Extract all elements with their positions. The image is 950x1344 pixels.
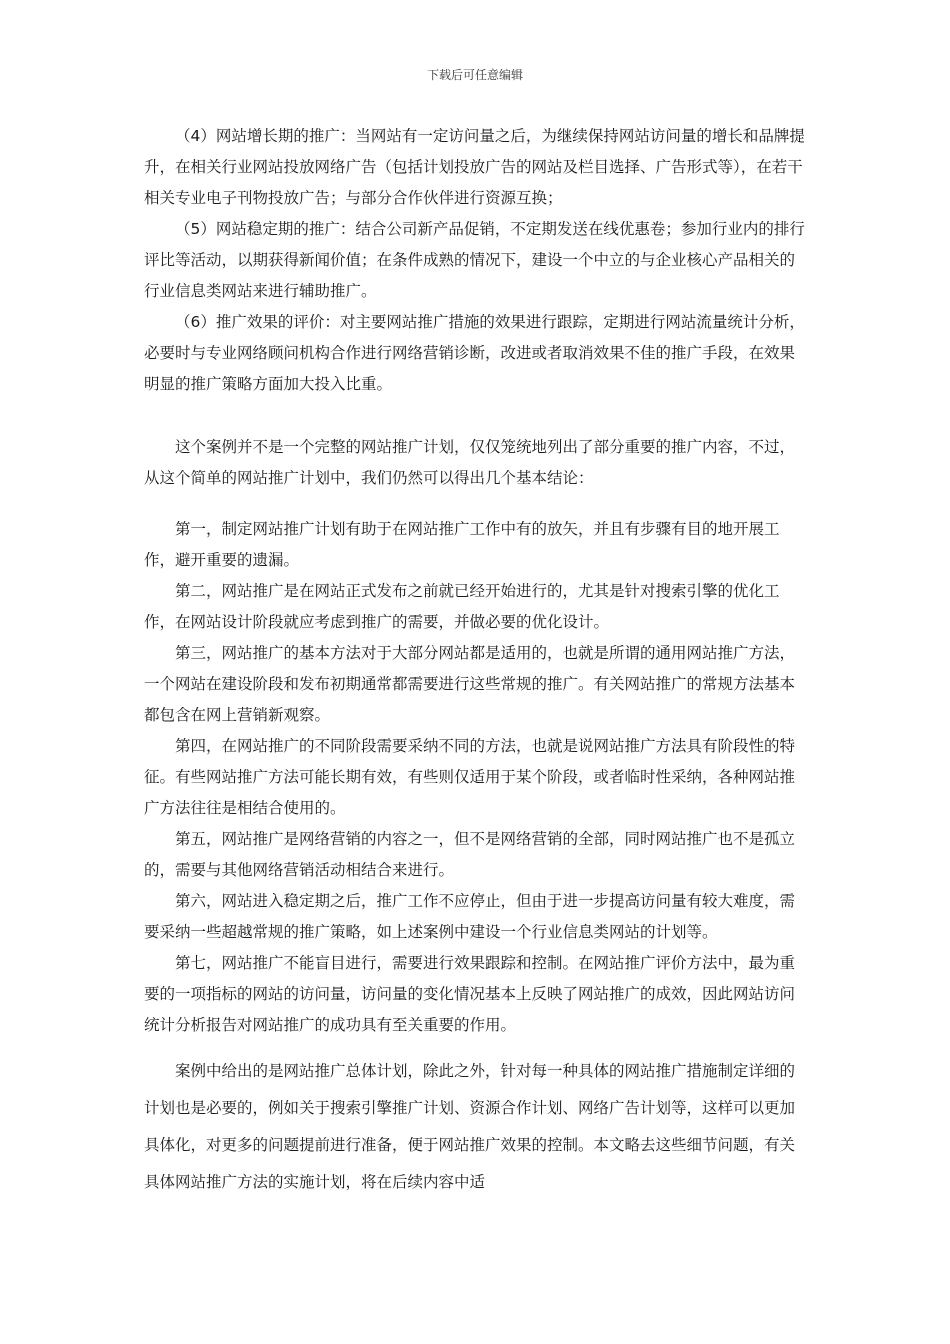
paragraph-conclusion-5: 第五，网站推广是网络营销的内容之一，但不是网络营销的全部，同时网站推广也不是孤立的，需要与其他网络营销活动相结合来进行。 (144, 830, 796, 879)
paragraph-conclusion-4: 第四，在网站推广的不同阶段需要采纳不同的方法，也就是说网站推广方法具有阶段性的特征。有些网站推广方法可能长期有效，有些则仅适用于某个阶段，或者临时性采纳，各种网站推广方法往往是相结合使用的。 (144, 737, 796, 817)
spacer (144, 494, 808, 514)
paragraph-detailed-plans: 案例中给出的是网站推广总体计划，除此之外，针对每一种具体的网站推广措施制定详细的计划也是必要的，例如关于搜索引擎推广计划、资源合作计划、网络广告计划等，这样可以更加具体化，对更多的问题提前进行准备，便于网站推广效果的控制。本文略去这些细节问题，有关具体网站推广方法的实施计划，将在后续内容中适 (144, 1062, 796, 1191)
spacer (144, 400, 808, 432)
spacer (144, 1041, 808, 1053)
paragraph-conclusion-3: 第三，网站推广的基本方法对于大部分网站都是适用的，也就是所谓的通用网站推广方法，一个网站在建设阶段和发布初期通常都需要进行这些常规的推广。有关网站推广的常规方法基本都包含在网上营销新观察。 (144, 644, 796, 724)
paragraph-stable-stage: （5）网站稳定期的推广：结合公司新产品促销，不定期发送在线优惠卷；参加行业内的排行评比等活动，以期获得新闻价值；在条件成熟的情况下，建设一个中立的与企业核心产品相关的行业信息类网站来进行辅助推广。 (144, 220, 805, 300)
paragraph-case-summary: 这个案例并不是一个完整的网站推广计划，仅仅笼统地列出了部分重要的推广内容，不过，从这个简单的网站推广计划中，我们仍然可以得出几个基本结论： (144, 438, 796, 487)
paragraph-conclusion-6: 第六，网站进入稳定期之后，推广工作不应停止，但由于进一步提高访问量有较大难度，需要采纳一些超越常规的推广策略，如上述案例中建设一个行业信息类网站的计划等。 (144, 892, 796, 941)
paragraph-growth-stage: （4）网站增长期的推广：当网站有一定访问量之后，为继续保持网站访问量的增长和品牌提升，在相关行业网站投放网络广告（包括计划投放广告的网站及栏目选择、广告形式等），在若干相关专业电子刊物投放广告；与部分合作伙伴进行资源互换； (144, 127, 805, 207)
page-header: 下载后可任意编辑 (426, 68, 523, 82)
paragraph-conclusion-1: 第一，制定网站推广计划有助于在网站推广工作中有的放矢，并且有步骤有目的地开展工作，避开重要的遗漏。 (144, 520, 780, 569)
paragraph-conclusion-7: 第七，网站推广不能盲目进行，需要进行效果跟踪和控制。在网站推广评价方法中，最为重要的一项指标的网站的访问量，访问量的变化情况基本上反映了网站推广的成效，因此网站访问统计分析报告对网站推广的成功具有至关重要的作用。 (144, 954, 796, 1034)
paragraph-effect-evaluation: （6）推广效果的评价：对主要网站推广措施的效果进行跟踪，定期进行网站流量统计分析，必要时与专业网络顾问机构合作进行网络营销诊断，改进或者取消效果不佳的推广手段，在效果明显的推广策略方面加大投入比重。 (144, 313, 805, 393)
paragraph-conclusion-2: 第二，网站推广是在网站正式发布之前就已经开始进行的，尤其是针对搜索引擎的优化工作，在网站设计阶段就应考虑到推广的需要，并做必要的优化设计。 (144, 582, 780, 631)
document-body (144, 121, 808, 1201)
